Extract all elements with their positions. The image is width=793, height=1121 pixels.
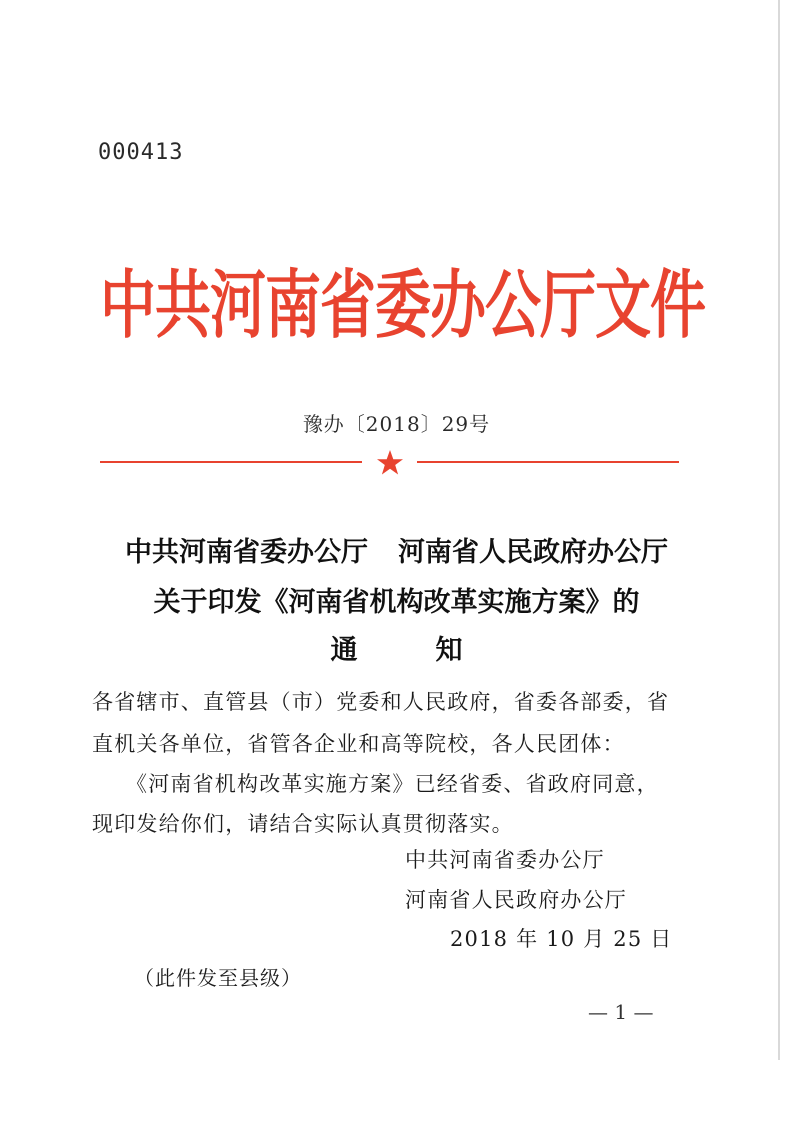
red-divider-right xyxy=(417,461,679,463)
document-title-line-1 xyxy=(0,530,793,569)
content-line-2: 现印发给你们，请结合实际认真贯彻落实。 xyxy=(92,812,514,836)
recipients-line-1: 各省辖市、直管县（市）党委和人民政府，省委各部委，省 xyxy=(92,690,670,714)
signature-date: 2018 年 10 月 25 日 xyxy=(450,927,673,951)
content-line-1: 《河南省机构改革实施方案》已经省委、省政府同意， xyxy=(126,772,659,796)
red-divider-left xyxy=(100,461,362,463)
title-issuer-1: 中共河南省委办公厅 xyxy=(125,537,368,568)
page-number: — 1 — xyxy=(588,1000,654,1024)
signature-issuer-2: 河南省人民政府办公厅 xyxy=(405,888,627,912)
masthead-title: 中共河南省委办公厅文件 xyxy=(100,263,705,350)
recipients-line-2: 直机关各单位，省管各企业和高等院校，各人民团体： xyxy=(92,732,625,756)
title-notice-char-1: 通 xyxy=(330,635,358,666)
serial-number: 000413 xyxy=(98,140,184,165)
signature-issuer-1: 中共河南省委办公厅 xyxy=(405,848,605,872)
title-notice-char-2: 知 xyxy=(435,635,463,666)
document-title-line-3 xyxy=(0,628,793,667)
star-icon xyxy=(376,449,404,477)
title-issuer-2: 河南省人民政府办公厅 xyxy=(398,537,668,568)
distribution-note: （此件发至县级） xyxy=(134,966,302,990)
document-title-line-2: 关于印发《河南省机构改革实施方案》的 xyxy=(153,587,640,618)
document-number: 豫办〔2018〕29号 xyxy=(302,412,491,436)
